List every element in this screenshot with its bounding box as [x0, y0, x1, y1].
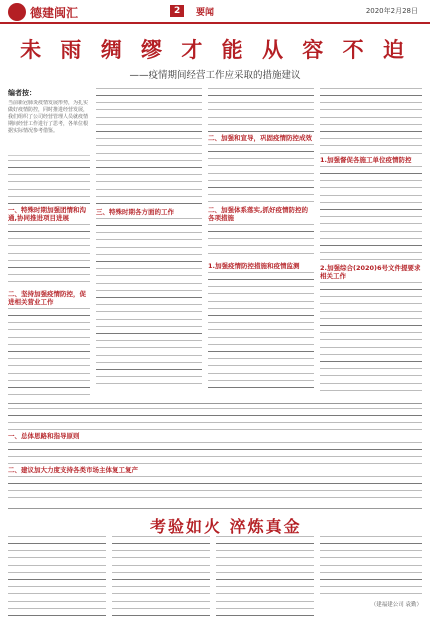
lower-subheading-1: 一、总体思路和指导原则: [8, 432, 80, 440]
column-3-subheading-1: 二、加强和宣导，巩固疫情防控成效: [208, 134, 312, 142]
essay-column-2: [112, 536, 210, 616]
editor-note-title: 编者按：: [8, 89, 36, 97]
essay-signature: （建福建公司 袁勤）: [370, 602, 422, 608]
lower-article: [8, 408, 422, 506]
brand-name: 德建闽汇: [30, 6, 79, 20]
section-name: 要闻: [196, 8, 215, 18]
column-1-subheading-2: 二、坚持加强疫情防控，促进相关营业工作: [8, 290, 86, 306]
article-column-2: [96, 88, 202, 400]
column-3-subheading-2: 二、加强体系落实,抓好疫情防控的各项措施: [208, 206, 308, 222]
masthead: [0, 0, 430, 24]
article-column-4: [320, 88, 422, 400]
article-column-1: [8, 160, 90, 400]
issue-date: 2020年2月28日: [365, 7, 418, 15]
divider-line: [8, 508, 422, 509]
subheadline: ——疫情期间经营工作应采取的措施建议: [129, 70, 301, 81]
headline: 未 雨 绸 缪 才 能 从 容 不 迫: [20, 38, 410, 62]
column-4-subheading-2: 2.加强综合(2020)6号文件提要求相关工作: [320, 264, 421, 280]
essay-column-3: [216, 536, 314, 616]
brand-logo-icon: [8, 3, 26, 21]
column-3-subheading-3: 1.加强疫情防控措施和疫情监测: [208, 262, 300, 270]
lower-subheading-2: 二、建议加大力度支持各类市场主体复工复产: [8, 466, 138, 474]
essay-column-4: [320, 536, 422, 616]
divider-line: [8, 403, 422, 404]
column-1-subheading-1: 一、特殊时期加强团情和沟通,协同推进项目进展: [8, 206, 86, 222]
essay-column-1: [8, 536, 106, 616]
page-number: 2: [170, 5, 184, 17]
column-4-subheading-1: 1.加强督促各施工单位疫情防控: [320, 156, 412, 164]
column-2-subheading: 三、特殊时期各方面的工作: [96, 208, 174, 216]
article-column-3: [208, 88, 314, 400]
editor-note: [8, 88, 90, 156]
essay-title: 考验如火 淬炼真金: [150, 517, 302, 536]
editor-note-text: 当前新冠肺炎疫情发展形势，为扎实做好疫情防控，同时推进经营发展，我们组织了公司经营管理人员就疫情期间经营工作进行了思考，各单位根据实际情况参考借鉴。: [8, 100, 89, 134]
